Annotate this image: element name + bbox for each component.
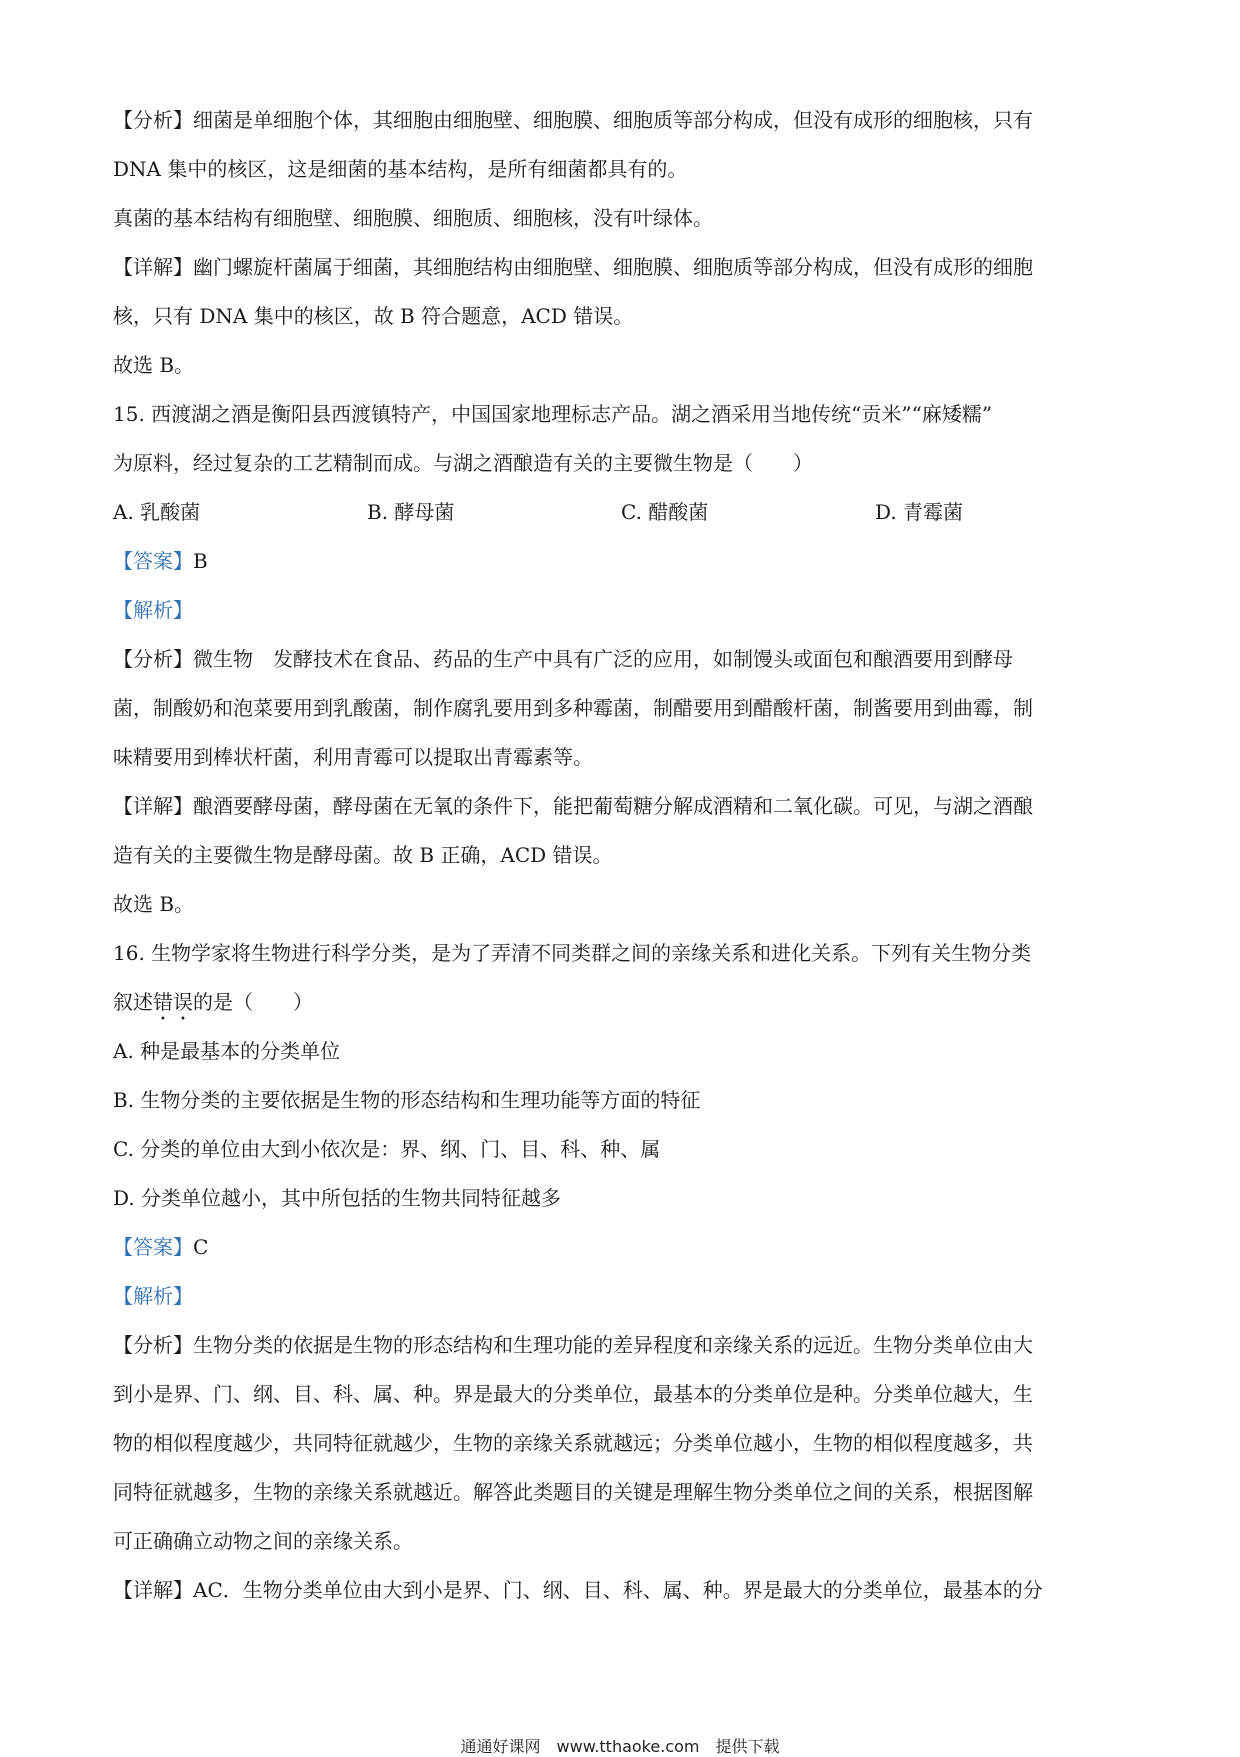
q14-conclusion: 故选 B。 bbox=[113, 353, 195, 377]
document-page bbox=[113, 96, 1133, 1615]
q14-detail-line: 核，只有 DNA 集中的核区，故 B 符合题意，ACD 错误。 bbox=[113, 304, 634, 328]
q15-stem-line: 15. 西渡湖之酒是衡阳县西渡镇特产，中国国家地理标志产品。湖之酒采用当地传统“贡米”“麻矮糯” bbox=[113, 402, 993, 426]
q15-analysis-line: 味精要用到棒状杆菌，利用青霉可以提取出青霉素等。 bbox=[113, 745, 593, 769]
q15-detail-line: 【详解】酿酒要酵母菌，酵母菌在无氧的条件下，能把葡萄糖分解成酒精和二氧化碳。可见，与湖之酒酿 bbox=[113, 794, 1033, 818]
q14-analysis-line: 真菌的基本结构有细胞壁、细胞膜、细胞质、细胞核，没有叶绿体。 bbox=[113, 206, 713, 230]
q15-answer bbox=[113, 537, 1133, 586]
q15-options bbox=[113, 488, 1133, 537]
q16-answer bbox=[113, 1223, 1133, 1272]
emphasized-word: 错误 bbox=[153, 990, 193, 1014]
q16-option-a: A. 种是最基本的分类单位 bbox=[113, 1039, 341, 1063]
q15-option-a: A. 乳酸菌 bbox=[113, 500, 201, 524]
stem-text: 的是（ ） bbox=[193, 990, 313, 1014]
q15-analysis-line: 菌，制酸奶和泡菜要用到乳酸菌，制作腐乳要用到多种霉菌，制醋要用到醋酸杆菌，制酱要用到曲霉，制 bbox=[113, 696, 1033, 720]
q16-analysis-line: 可正确确立动物之间的亲缘关系。 bbox=[113, 1529, 413, 1553]
q15-option-b: B. 酵母菌 bbox=[367, 500, 455, 524]
answer-value: C bbox=[193, 1235, 209, 1259]
q15-conclusion: 故选 B。 bbox=[113, 892, 195, 916]
q16-analysis-line: 物的相似程度越少，共同特征就越少，生物的亲缘关系就越远；分类单位越小，生物的相似程度越多，共 bbox=[113, 1431, 1033, 1455]
q16-stem-line: 16. 生物学家将生物进行科学分类，是为了弄清不同类群之间的亲缘关系和进化关系。下列有关生物分类 bbox=[113, 941, 1032, 965]
q16-stem-line bbox=[113, 978, 1133, 1027]
q15-detail-line: 造有关的主要微生物是酵母菌。故 B 正确，ACD 错误。 bbox=[113, 843, 613, 867]
q16-analysis-line: 同特征就越多，生物的亲缘关系就越近。解答此类题目的关键是理解生物分类单位之间的关系，根据图解 bbox=[113, 1480, 1033, 1504]
q14-analysis-line: 【分析】细菌是单细胞个体，其细胞由细胞壁、细胞膜、细胞质等部分构成，但没有成形的细胞核，只有 bbox=[113, 108, 1033, 132]
answer-value: B bbox=[193, 549, 208, 573]
q14-analysis-line: DNA 集中的核区，这是细菌的基本结构，是所有细菌都具有的。 bbox=[113, 157, 688, 181]
q16-option-d: D. 分类单位越小，其中所包括的生物共同特征越多 bbox=[113, 1186, 562, 1210]
q15-analysis-line: 【分析】微生物 发酵技术在食品、药品的生产中具有广泛的应用，如制馒头或面包和酿酒要用到酵母 bbox=[113, 647, 1013, 671]
q14-detail-line: 【详解】幽门螺旋杆菌属于细菌，其细胞结构由细胞壁、细胞膜、细胞质等部分构成，但没有成形的细胞 bbox=[113, 255, 1033, 279]
q16-analysis-line: 到小是界、门、纲、目、科、属、种。界是最大的分类单位，最基本的分类单位是种。分类单位越大，生 bbox=[113, 1382, 1033, 1406]
q16-option-c: C. 分类的单位由大到小依次是：界、纲、门、目、科、种、属 bbox=[113, 1137, 661, 1161]
page-footer: 通通好课网 www.tthaoke.com 提供下载 bbox=[460, 1737, 780, 1756]
q16-explain-label: 【解析】 bbox=[113, 1284, 193, 1308]
q16-detail-line: 【详解】AC．生物分类单位由大到小是界、门、纲、目、科、属、种。界是最大的分类单位，最基本的分 bbox=[113, 1578, 1043, 1602]
q15-option-d: D. 青霉菌 bbox=[875, 500, 964, 524]
q16-option-b: B. 生物分类的主要依据是生物的形态结构和生理功能等方面的特征 bbox=[113, 1088, 701, 1112]
q15-stem-line: 为原料，经过复杂的工艺精制而成。与湖之酒酿造有关的主要微生物是（ ） bbox=[113, 451, 813, 475]
stem-text: 叙述 bbox=[113, 990, 153, 1014]
answer-label: 【答案】 bbox=[113, 1235, 193, 1259]
q16-analysis-line: 【分析】生物分类的依据是生物的形态结构和生理功能的差异程度和亲缘关系的远近。生物分类单位由大 bbox=[113, 1333, 1033, 1357]
answer-label: 【答案】 bbox=[113, 549, 193, 573]
q15-option-c: C. 醋酸菌 bbox=[621, 500, 709, 524]
q15-explain-label: 【解析】 bbox=[113, 598, 193, 622]
